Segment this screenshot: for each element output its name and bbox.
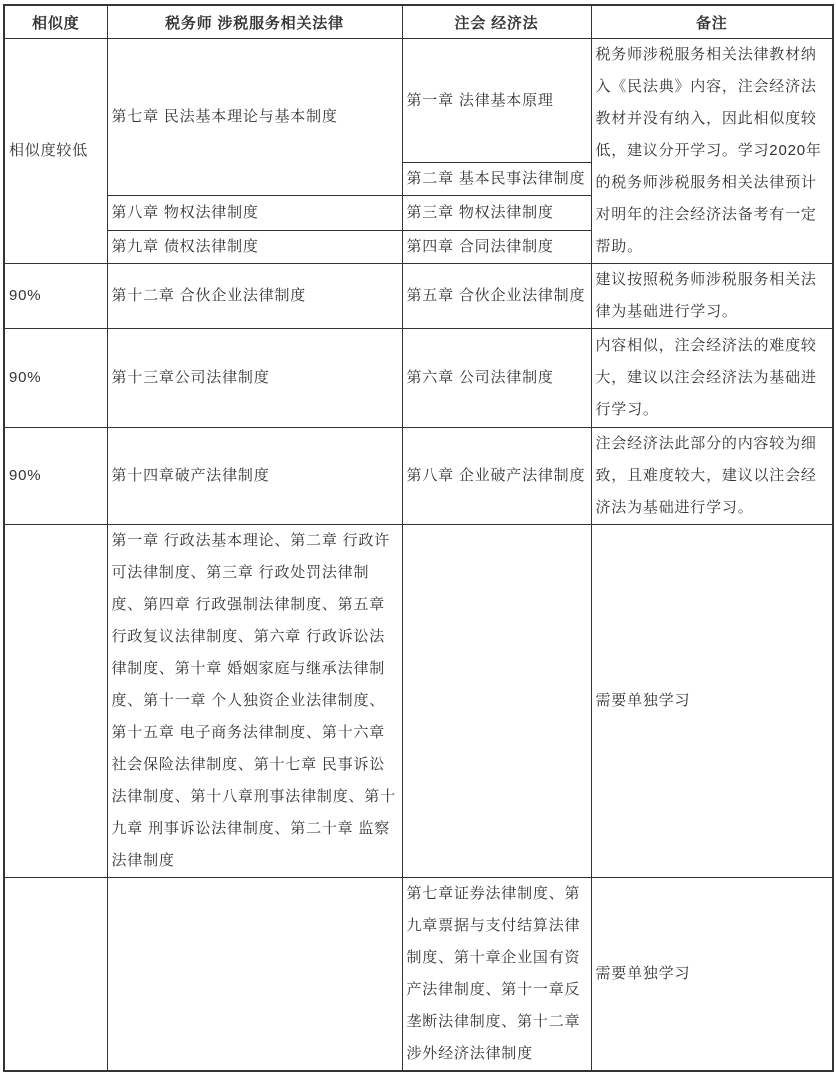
cell-remark-low-similarity: 税务师涉税服务相关法律教材纳入《民法典》内容，注会经济法教材并没有纳入，因此相似度较低，建议分开学习。学习2020年的税务师涉税服务相关法律预计对明年的注会经济法备考有一定帮助。 xyxy=(591,39,833,264)
cell-cpa-chapter-basic-civil: 第二章 基本民事法律制度 xyxy=(402,163,591,196)
exam-chapter-comparison-table xyxy=(3,4,834,1072)
cell-tax-empty-cpa-only xyxy=(107,878,402,1072)
table-row xyxy=(4,264,833,329)
cell-tax-chapter-creditor-rights: 第九章 债权法律制度 xyxy=(107,230,402,263)
cell-similarity-empty-cpa-only xyxy=(4,878,107,1072)
cell-cpa-empty-tax-only xyxy=(402,525,591,878)
table-row xyxy=(4,428,833,525)
col-header-tax-law: 税务师 涉税服务相关法律 xyxy=(107,5,402,39)
header-row xyxy=(4,5,833,39)
cell-remark-partnership: 建议按照税务师涉税服务相关法律为基础进行学习。 xyxy=(591,264,833,329)
table-row xyxy=(4,329,833,428)
cell-cpa-chapter-bankruptcy: 第八章 企业破产法律制度 xyxy=(402,428,591,525)
cell-tax-only-chapters: 第一章 行政法基本理论、第二章 行政许可法律制度、第三章 行政处罚法律制度、第四章 行政强制法律制度、第五章 行政复议法律制度、第六章 行政诉讼法律制度、第十章 婚姻家庭与继承法律制度、第十一章 个人独资企业法律制度、第十五章 电子商务法律制度、第十六章 社会保险法律制度、第十七章 民事诉讼法律制度、第十八章刑事法律制度、第十九章 刑事诉讼法律制度、第二十章 监察法律制度 xyxy=(107,525,402,878)
cell-tax-chapter-partnership: 第十二章 合伙企业法律制度 xyxy=(107,264,402,329)
col-header-cpa-law: 注会 经济法 xyxy=(402,5,591,39)
cell-cpa-chapter-property: 第三章 物权法律制度 xyxy=(402,196,591,230)
cell-remark-cpa-only: 需要单独学习 xyxy=(591,878,833,1072)
table-row xyxy=(4,878,833,1072)
cell-remark-bankruptcy: 注会经济法此部分的内容较为细致，且难度较大，建议以注会经济法为基础进行学习。 xyxy=(591,428,833,525)
cell-similarity-90-bankruptcy: 90% xyxy=(4,428,107,525)
col-header-remark: 备注 xyxy=(591,5,833,39)
cell-tax-chapter-property: 第八章 物权法律制度 xyxy=(107,196,402,230)
cell-cpa-chapter-company: 第六章 公司法律制度 xyxy=(402,329,591,428)
cell-cpa-chapter-partnership: 第五章 合伙企业法律制度 xyxy=(402,264,591,329)
cell-tax-chapter-company: 第十三章公司法律制度 xyxy=(107,329,402,428)
cell-tax-chapter-bankruptcy: 第十四章破产法律制度 xyxy=(107,428,402,525)
cell-similarity-90-company: 90% xyxy=(4,329,107,428)
cell-remark-company: 内容相似，注会经济法的难度较大，建议以注会经济法为基础进行学习。 xyxy=(591,329,833,428)
cell-tax-chapter-civil-law: 第七章 民法基本理论与基本制度 xyxy=(107,39,402,196)
cell-similarity-low: 相似度较低 xyxy=(4,39,107,264)
cell-cpa-chapter-contract: 第四章 合同法律制度 xyxy=(402,230,591,263)
col-header-similarity: 相似度 xyxy=(4,5,107,39)
table-row xyxy=(4,39,833,163)
table-row xyxy=(4,525,833,878)
cell-similarity-90-partnership: 90% xyxy=(4,264,107,329)
cell-similarity-empty-tax-only xyxy=(4,525,107,878)
cell-cpa-only-chapters: 第七章证券法律制度、第九章票据与支付结算法律制度、第十章企业国有资产法律制度、第十一章反垄断法律制度、第十二章涉外经济法律制度 xyxy=(402,878,591,1072)
cell-remark-tax-only: 需要单独学习 xyxy=(591,525,833,878)
cell-cpa-chapter-legal-principles: 第一章 法律基本原理 xyxy=(402,39,591,163)
